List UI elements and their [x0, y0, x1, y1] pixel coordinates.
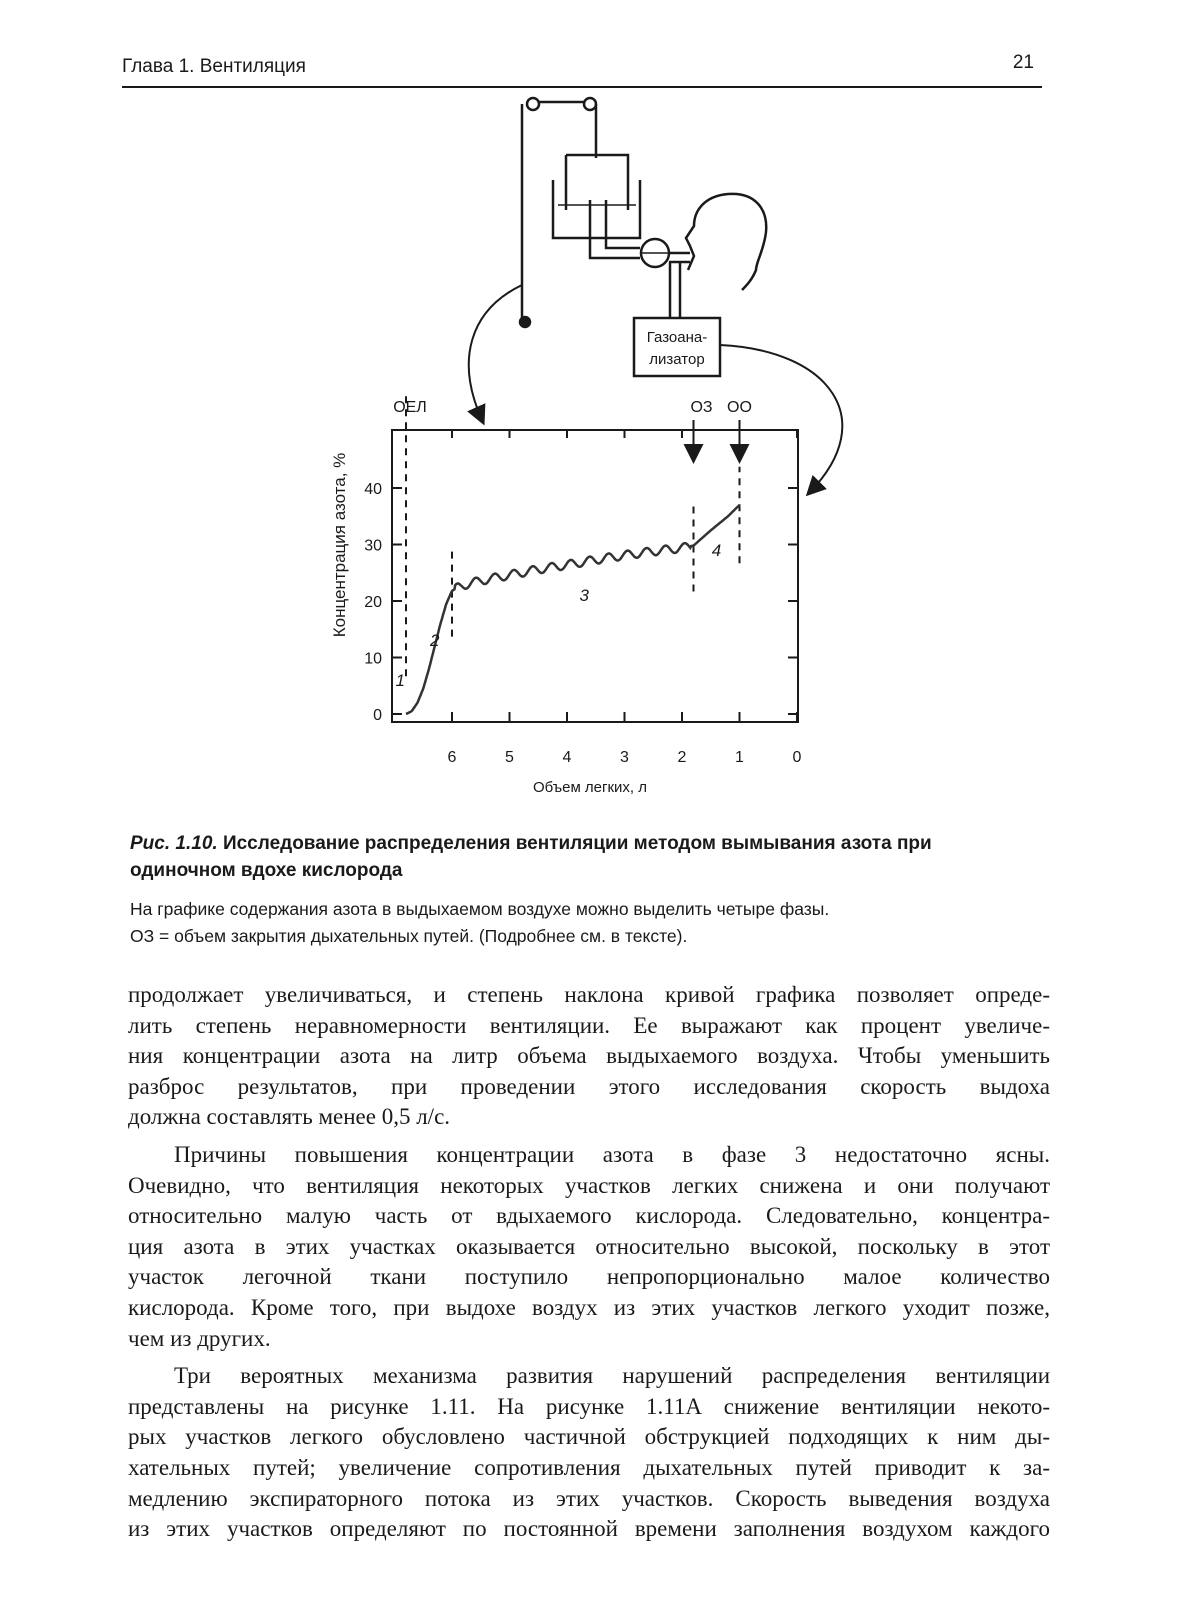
phase-label: 1: [395, 670, 405, 690]
text-line: относительно малую часть от вдыхаемого кислорода. Следовательно, концентра-: [128, 1203, 1050, 1229]
text-line: разброс результатов, при проведении этого исследования скорость выдоха: [128, 1073, 1050, 1099]
cv-label: ОЗ: [690, 399, 713, 416]
text-line: медлению экспираторного потока из этих участков. Скорость выведения воздуха: [128, 1485, 1050, 1511]
x-tick-label: 6: [447, 749, 457, 766]
body-text: [128, 980, 1050, 1545]
analyzer-label-1: Газоана-: [646, 329, 708, 346]
nitrogen-curve: [406, 505, 740, 714]
x-axis: [448, 430, 802, 766]
plot-frame: [392, 430, 798, 722]
x-tick-label: 4: [562, 749, 572, 766]
text-line: Три вероятных механизма развития нарушений распределения вентиляции: [174, 1363, 1050, 1389]
phase-label: 4: [711, 540, 722, 560]
text-line: кислорода. Кроме того, при выдохе воздух из этих участков легкого уходит позже,: [128, 1294, 1050, 1320]
text-line: продолжает увеличиваться, и степень наклона кривой графика позволяет опреде-: [128, 982, 1050, 1007]
x-axis-label: Объем легких, л: [532, 779, 648, 796]
x-tick-label: 5: [505, 749, 514, 766]
y-tick-label: 10: [364, 650, 382, 668]
text-line: ция азота в этих участках оказывается относительно высокой, поскольку в этот: [128, 1233, 1050, 1259]
y-axis-label: Концентрация азота, %: [330, 452, 349, 638]
rv-label: ОО: [727, 399, 752, 416]
page-number: 21: [1012, 52, 1034, 73]
caption-note-1: На графике содержания азота в выдыхаемом воздухе можно выделить четыре фазы.: [130, 899, 830, 919]
text-line: чем из других.: [128, 1325, 271, 1351]
analyzer-arrow: [720, 345, 842, 492]
phase-label: 3: [579, 586, 589, 605]
text-line: Очевидно, что вентиляция некоторых участков легких снижена и они получают: [128, 1172, 1050, 1198]
patient-head: [686, 194, 766, 290]
phase-label: 2: [430, 631, 440, 651]
pen-marker: [520, 317, 530, 327]
tlc-label: ОЕЛ: [393, 399, 427, 416]
y-tick-label: 30: [364, 537, 382, 555]
paragraph-2: [128, 1140, 1050, 1354]
phase-labels: [396, 541, 722, 690]
caption-title-1: Исследование распределения вентиляции методом вымывания азота при: [222, 833, 932, 854]
phase-boundaries: [406, 393, 740, 676]
x-tick-label: 3: [620, 749, 629, 766]
figure-caption-note: [130, 896, 1090, 950]
text-line: рых участков легкого обусловлено частичной обструкцией подходящих к ним ды-: [128, 1424, 1050, 1450]
text-line: участок легочной ткани поступило непропорционально малое количество: [128, 1264, 1050, 1290]
text-line: представлены на рисунке 1.11. На рисунке 1.11А снижение вентиляции некото-: [128, 1393, 1050, 1419]
analyzer-label-2: лизатор: [649, 351, 705, 368]
nitrogen-washout-chart: [330, 393, 802, 796]
x-tick-label: 1: [735, 749, 744, 766]
paragraph-3: [128, 1361, 1050, 1545]
text-line: из этих участков определяют по постоянной времени заполнения воздухом каждого: [128, 1516, 1050, 1542]
chapter-title: Глава 1. Вентиляция: [122, 56, 306, 77]
figure-label: Рис. 1.10.: [130, 833, 218, 854]
spirometer-apparatus: [520, 98, 766, 327]
text-line: хательных путей; увеличение сопротивления дыхательных путей приводит к за-: [128, 1454, 1050, 1480]
x-tick-label: 2: [677, 749, 687, 766]
spirometer-arrow: [469, 285, 522, 420]
y-tick-label: 40: [364, 481, 382, 498]
text-line: лить степень неравномерности вентиляции. Ее выражают как процент увеличе-: [128, 1012, 1050, 1038]
y-tick-label: 20: [364, 594, 382, 611]
y-tick-label: 0: [373, 707, 382, 724]
caption-title-2: одиночном вдохе кислорода: [130, 860, 403, 881]
text-line: Причины повышения концентрации азота в фазе 3 недостаточно ясны.: [174, 1141, 1050, 1167]
figure-caption-title: [130, 830, 1090, 884]
text-line: должна составлять менее 0,5 л/с.: [128, 1104, 451, 1130]
caption-note-2: ОЗ = объем закрытия дыхательных путей. (Подробнее см. в тексте).: [130, 926, 688, 946]
text-line: ния концентрации азота на литр объема выдыхаемого воздуха. Чтобы уменьшить: [128, 1043, 1050, 1069]
x-tick-label: 0: [792, 749, 802, 766]
paragraph-1: [128, 980, 1050, 1133]
